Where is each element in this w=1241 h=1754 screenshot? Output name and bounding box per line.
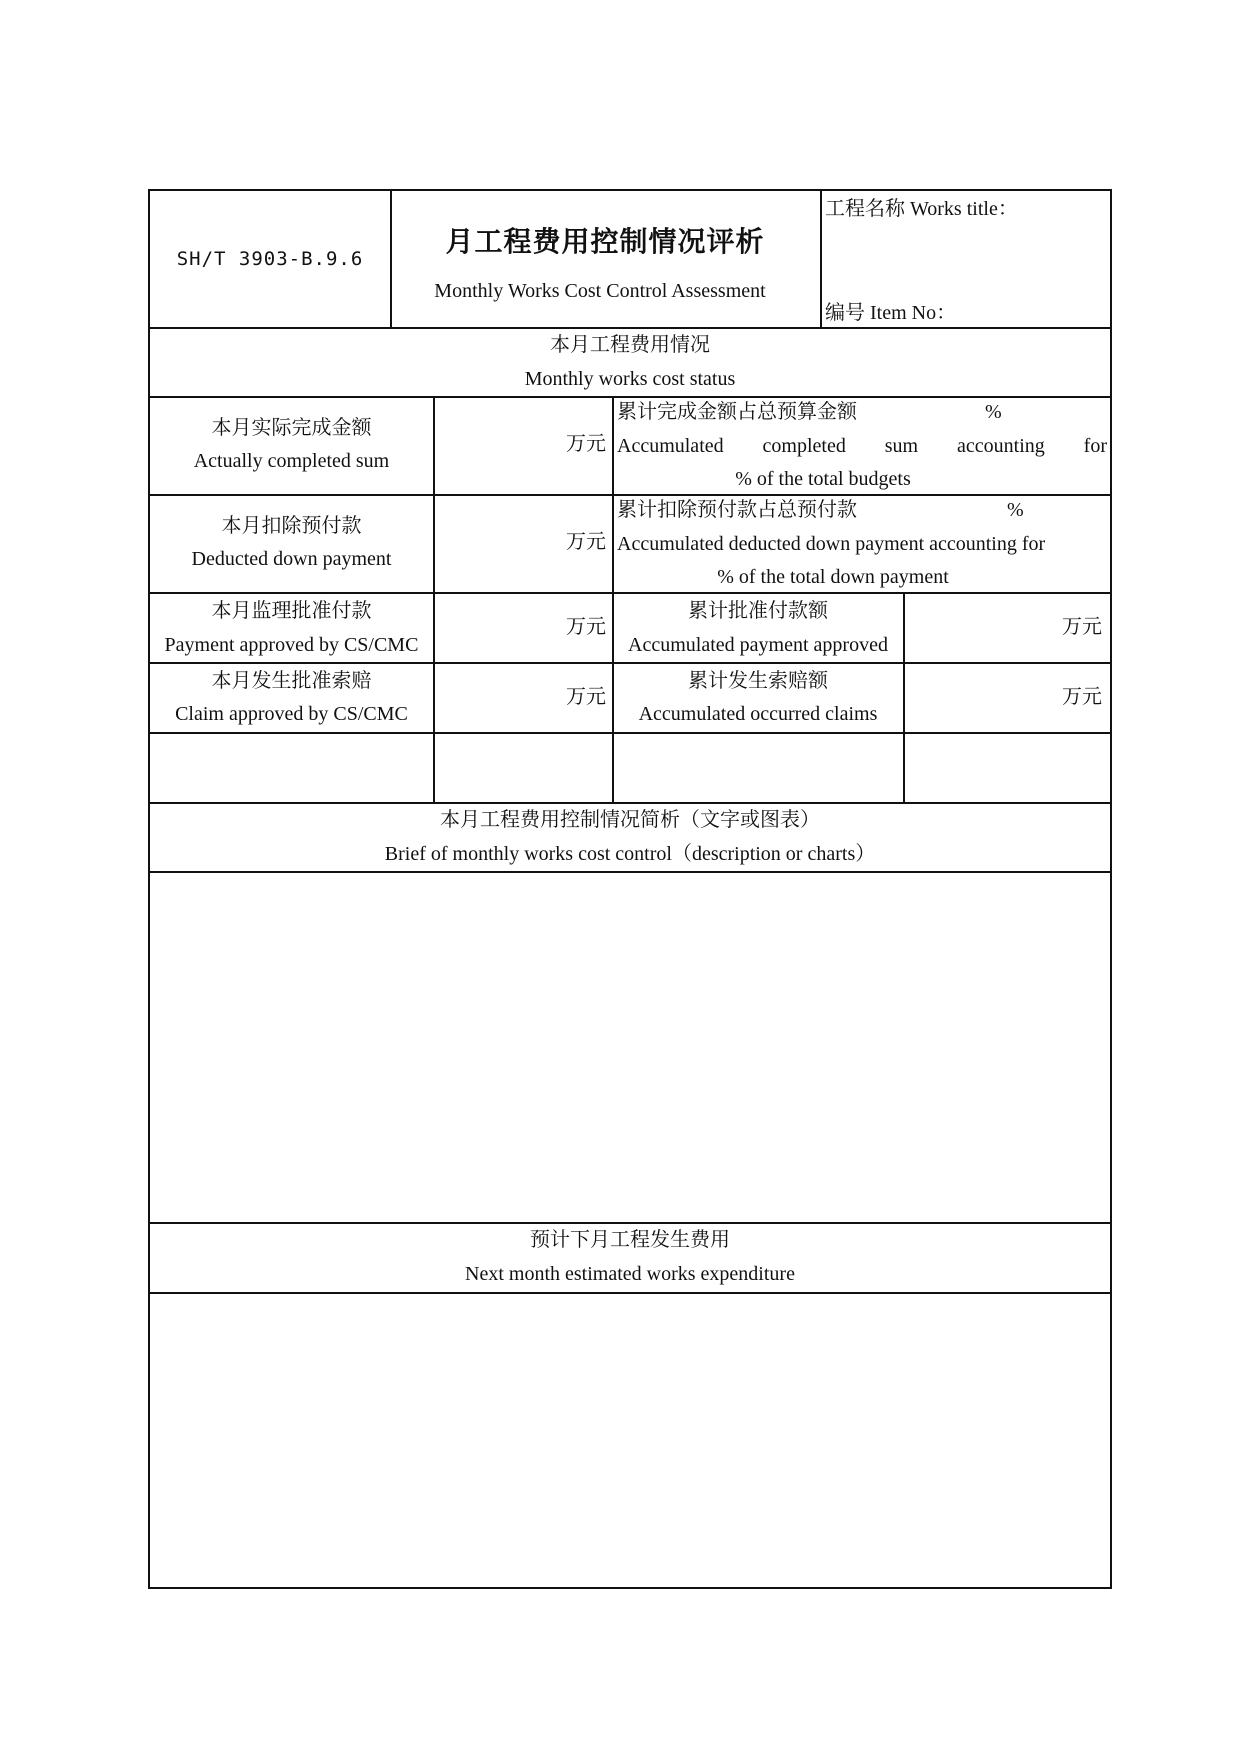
rule-row2-bottom xyxy=(150,592,1110,594)
rule-header-bottom xyxy=(150,327,1110,329)
status-heading-en: Monthly works cost status xyxy=(524,368,736,390)
row2-right-cn: 累计扣除预付款占总预付款 xyxy=(617,499,857,521)
next-content-area xyxy=(150,1294,1110,1586)
row1-right-pct: % xyxy=(985,401,1002,423)
item-no-label: 编号 Item No： xyxy=(825,302,957,324)
row2-label-cn: 本月扣除预付款 xyxy=(221,515,362,537)
row3-right-unit: 万元 xyxy=(1062,616,1102,638)
form-code: SH/T 3903-B.9.6 xyxy=(176,248,364,270)
works-title-label: 工程名称 Works title： xyxy=(825,198,1018,220)
row1-word-5: for xyxy=(1083,435,1107,457)
rule-status-bottom xyxy=(150,396,1110,398)
rule-row3-bottom xyxy=(150,662,1110,664)
brief-heading-en: Brief of monthly works cost control（description or charts） xyxy=(384,843,876,865)
assessment-form xyxy=(148,189,1112,1589)
row1-right-en-line2: % of the total budgets xyxy=(735,468,911,490)
rule-header-col2 xyxy=(820,191,822,328)
row2-right-pct: % xyxy=(1007,499,1024,521)
row3-right-cn: 累计批准付款额 xyxy=(688,600,828,622)
row4-right-en: Accumulated occurred claims xyxy=(638,703,878,725)
brief-heading-cn: 本月工程费用控制情况简析（文字或图表） xyxy=(440,809,820,831)
page-subtitle: Monthly Works Cost Control Assessment xyxy=(434,280,766,302)
row2-label-en: Deducted down payment xyxy=(191,548,392,570)
row4-right-cn: 累计发生索赔额 xyxy=(688,670,828,692)
brief-content-area xyxy=(150,873,1110,1222)
row1-label-en: Actually completed sum xyxy=(193,450,390,472)
row4-label-en: Claim approved by CS/CMC xyxy=(175,703,408,725)
row1-word-3: sum xyxy=(884,435,919,457)
row3-right-en: Accumulated payment approved xyxy=(628,634,888,656)
rule-empty-row-bottom xyxy=(150,802,1110,804)
next-heading-cn: 预计下月工程发生费用 xyxy=(530,1229,730,1251)
row2-unit: 万元 xyxy=(566,531,606,553)
row4-unit: 万元 xyxy=(566,686,606,708)
row4-right-unit: 万元 xyxy=(1062,686,1102,708)
page-title: 月工程费用控制情况评析 xyxy=(445,225,765,258)
row3-unit: 万元 xyxy=(566,616,606,638)
status-heading-cn: 本月工程费用情况 xyxy=(550,334,710,356)
empty-row xyxy=(150,733,1110,802)
next-heading-en: Next month estimated works expenditure xyxy=(465,1263,795,1285)
rule-brief-area-bottom xyxy=(150,1222,1110,1224)
row3-label-cn: 本月监理批准付款 xyxy=(211,600,372,622)
row1-word-2: completed xyxy=(762,435,846,457)
row1-label-cn: 本月实际完成金额 xyxy=(211,417,372,439)
row1-right-cn: 累计完成金额占总预算金额 xyxy=(617,401,857,423)
row3-label-en: Payment approved by CS/CMC xyxy=(164,634,419,656)
row1-right-en-line1 xyxy=(617,434,1107,458)
rule-header-col1 xyxy=(390,191,392,328)
row1-unit: 万元 xyxy=(566,433,606,455)
rule-row1-bottom xyxy=(150,494,1110,496)
row2-right-en-line2: % of the total down payment xyxy=(717,566,949,588)
row4-label-cn: 本月发生批准索赔 xyxy=(211,670,372,692)
row2-right-en-line1: Accumulated deducted down payment accounting for xyxy=(617,533,1046,555)
row1-word-4: accounting xyxy=(957,435,1045,457)
row1-word-1: Accumulated xyxy=(617,435,724,457)
